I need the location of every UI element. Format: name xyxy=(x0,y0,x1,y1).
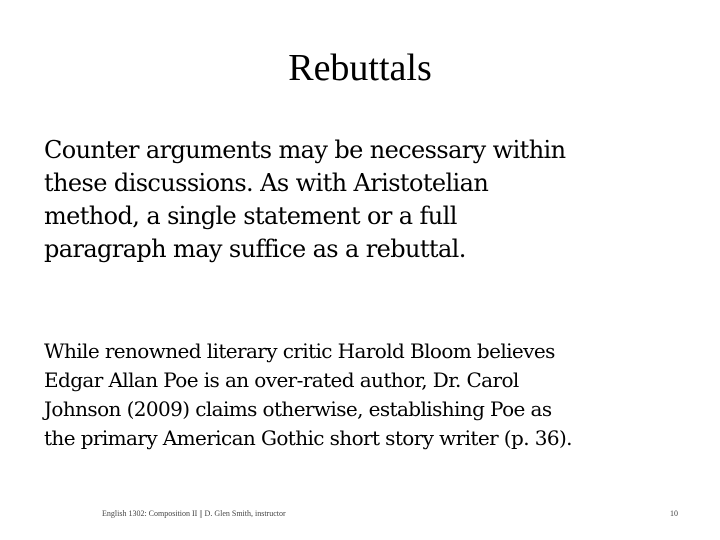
paragraph-rebuttal-example xyxy=(44,337,572,453)
slide-footer: English 1302: Composition II || D. Glen Smith, instructor xyxy=(102,509,286,518)
page-number: 10 xyxy=(670,509,678,518)
paragraph-rebuttal-definition xyxy=(44,134,694,266)
slide-body xyxy=(44,134,694,450)
paragraph-line: method, a single statement or a full xyxy=(44,202,457,230)
paragraph-line: the primary American Gothic short story writer (p. 36). xyxy=(44,426,572,450)
paragraph-line: paragraph may suffice as a rebuttal. xyxy=(44,235,466,263)
paragraph-line: While renowned literary critic Harold Bloom believes xyxy=(44,339,555,363)
paragraph-line: these discussions. As with Aristotelian xyxy=(44,169,489,197)
paragraph-line: Edgar Allan Poe is an over-rated author, Dr. Carol xyxy=(44,368,519,392)
paragraph-line: Johnson (2009) claims otherwise, establishing Poe as xyxy=(44,397,552,421)
slide-title: Rebuttals xyxy=(288,47,432,89)
paragraph-line: Counter arguments may be necessary within xyxy=(44,136,566,164)
